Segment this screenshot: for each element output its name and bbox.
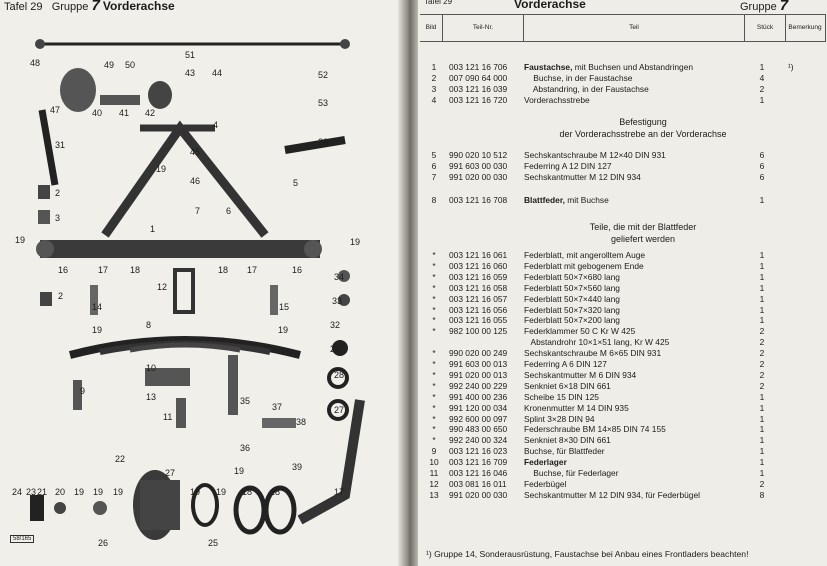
callout-57: 48 bbox=[30, 58, 41, 68]
cell-teil-text: Buchse, für Federlager bbox=[524, 468, 619, 478]
col-teil: Teil bbox=[524, 15, 745, 41]
cell-teil-nr: 003 121 16 709 bbox=[449, 457, 508, 468]
callout-21: 18 bbox=[270, 487, 281, 497]
callout-8: 8 bbox=[146, 320, 152, 330]
cell-teil-text: Buchse, in der Faustachse bbox=[524, 72, 633, 83]
cell-teil bbox=[524, 435, 611, 446]
cell-teil bbox=[524, 305, 620, 316]
table-row bbox=[418, 62, 827, 73]
cell-stueck: 1 bbox=[759, 315, 765, 326]
table-row bbox=[418, 195, 827, 206]
cell-bild: * bbox=[432, 359, 436, 369]
cell-bild: * bbox=[432, 282, 436, 293]
callout-52: 43 bbox=[185, 68, 196, 78]
cell-stueck: 1 bbox=[759, 424, 765, 435]
callout-26: 19 bbox=[113, 487, 124, 497]
cell-stueck: 1 bbox=[759, 402, 765, 413]
cell-teil bbox=[524, 172, 641, 183]
callout-47: 38 bbox=[296, 417, 307, 427]
gruppe-number: 7 bbox=[91, 0, 100, 14]
callout-35: 26 bbox=[98, 538, 109, 548]
cell-teil bbox=[524, 468, 619, 479]
cell-teil-text: Sechskantmutter M 6 DIN 934 bbox=[524, 369, 637, 380]
table-row bbox=[418, 305, 827, 316]
cell-bild: 5 bbox=[431, 150, 437, 160]
footnote: ¹) Gruppe 14, Sonderausrüstung, Faustachse bei Anbau eines Frontladers beachten! bbox=[426, 549, 749, 559]
callout-10: 10 bbox=[146, 363, 157, 373]
table-row bbox=[418, 370, 827, 381]
gruppe-label: Gruppe bbox=[51, 1, 89, 13]
cell-teil-nr: 003 121 16 056 bbox=[449, 304, 508, 315]
cell-teil bbox=[524, 359, 607, 370]
cell-bild: 8 bbox=[431, 195, 437, 205]
callout-7: 7 bbox=[195, 206, 201, 216]
callout-37: 28 bbox=[334, 370, 345, 380]
cell-teil-text: Abstandrohr 10×1×51 lang, Kr W 425 bbox=[524, 337, 670, 348]
section-teile-subtitle: geliefert werden bbox=[610, 234, 676, 244]
cell-teil bbox=[524, 272, 620, 283]
right-header-tafel: Tafel 29 bbox=[424, 0, 453, 6]
diagram-page bbox=[0, 0, 404, 566]
cell-stueck: 2 bbox=[759, 337, 765, 348]
table-row bbox=[418, 172, 827, 183]
cell-teil-nr: 990 483 00 650 bbox=[449, 424, 508, 435]
cell-teil-nr: 003 121 16 023 bbox=[449, 446, 508, 457]
cell-teil-nr: 003 121 16 706 bbox=[449, 62, 508, 72]
cell-bild: 10 bbox=[429, 457, 439, 468]
cell-teil bbox=[524, 84, 649, 95]
cell-teil-bold: Federlager bbox=[524, 457, 567, 468]
table-row bbox=[418, 457, 827, 468]
cell-bild: 12 bbox=[429, 478, 439, 489]
callout-42: 33 bbox=[332, 296, 343, 306]
cell-bild: * bbox=[432, 391, 436, 402]
cell-teil-nr: 991 603 00 030 bbox=[449, 160, 508, 171]
callout-5: 5 bbox=[293, 178, 299, 188]
cell-teil-text: Federring A 6 DIN 127 bbox=[524, 359, 607, 369]
cell-bild: * bbox=[432, 326, 436, 337]
cell-bild: 9 bbox=[431, 446, 437, 457]
col-bild: Bild bbox=[420, 15, 443, 41]
cell-stueck: 1 bbox=[759, 94, 765, 105]
callout-3: 3 bbox=[55, 213, 61, 223]
table-row bbox=[418, 283, 827, 294]
callout-16a: 16 bbox=[58, 265, 69, 275]
cell-bild: * bbox=[432, 260, 436, 271]
callout-9: 9 bbox=[80, 386, 86, 396]
cell-teil-nr: 991 020 00 030 bbox=[449, 489, 508, 500]
table-row bbox=[418, 261, 827, 272]
tafel-label: Tafel 29 bbox=[4, 1, 43, 13]
cell-teil-text: Splint 3×28 DIN 94 bbox=[524, 413, 595, 424]
cell-teil bbox=[524, 370, 636, 381]
callout-61: 52 bbox=[318, 70, 329, 80]
table-row bbox=[418, 392, 827, 403]
section-befestigung-title: Befestigung bbox=[619, 117, 667, 127]
cell-teil-nr: 991 020 00 030 bbox=[449, 171, 508, 182]
cell-bild: * bbox=[432, 380, 436, 391]
callout-19a: 19 bbox=[156, 164, 167, 174]
callout-32: 23 bbox=[26, 487, 37, 497]
cell-teil-nr: 991 603 00 013 bbox=[449, 359, 508, 369]
callout-40: 31 bbox=[55, 140, 66, 150]
cell-bild: 7 bbox=[431, 171, 437, 182]
callout-29: 20 bbox=[55, 487, 66, 497]
callout-12: 12 bbox=[157, 282, 168, 292]
callout-2a: 2 bbox=[55, 188, 61, 198]
table-header bbox=[420, 14, 826, 42]
cell-stueck: 1 bbox=[759, 293, 765, 304]
cell-teil bbox=[524, 73, 632, 84]
cell-bild: * bbox=[432, 402, 436, 413]
callout-11: 11 bbox=[163, 412, 173, 422]
cell-teil-nr: 003 121 16 046 bbox=[449, 468, 508, 478]
callout-19c: 19 bbox=[350, 237, 361, 247]
callout-36: 27 bbox=[334, 405, 345, 415]
cell-stueck: 1 bbox=[759, 271, 765, 282]
callout-58: 49 bbox=[104, 60, 115, 70]
cell-teil-text: Senkniet 8×30 DIN 661 bbox=[524, 435, 611, 446]
right-header-gruppe: Gruppe 7 bbox=[740, 0, 789, 14]
cell-stueck: 1 bbox=[759, 391, 765, 402]
cell-teil-nr: 991 120 00 034 bbox=[449, 402, 508, 413]
cell-teil-nr: 003 081 16 011 bbox=[449, 478, 507, 489]
callout-54: 45 bbox=[190, 147, 201, 157]
cell-teil-nr: 003 121 16 055 bbox=[449, 315, 508, 326]
callout-19b: 19 bbox=[15, 235, 26, 245]
table-row bbox=[418, 348, 827, 359]
callout-53: 44 bbox=[212, 68, 223, 78]
callout-23: 19 bbox=[216, 487, 227, 497]
cell-stueck: 2 bbox=[759, 83, 765, 94]
callout-25: 27 bbox=[165, 468, 176, 478]
callout-60: 51 bbox=[185, 50, 196, 60]
callout-16b: 16 bbox=[292, 265, 303, 275]
cell-teil-nr: 003 121 16 708 bbox=[449, 195, 508, 205]
cell-teil-nr: 003 121 16 059 bbox=[449, 271, 508, 282]
callout-6: 6 bbox=[226, 206, 232, 216]
cell-teil-text: Federbügel bbox=[524, 478, 567, 489]
cell-teil bbox=[524, 392, 599, 403]
callout-18b: 18 bbox=[218, 265, 229, 275]
cell-teil-text: mit Buchse bbox=[564, 195, 609, 205]
table-row bbox=[418, 479, 827, 490]
table-row bbox=[418, 95, 827, 106]
table-row bbox=[418, 446, 827, 457]
cell-teil bbox=[524, 403, 629, 414]
cell-teil-nr: 007 090 64 000 bbox=[449, 72, 508, 83]
cell-teil-text: Vorderachsstrebe bbox=[524, 94, 590, 105]
table-row bbox=[418, 150, 827, 161]
table-row bbox=[418, 468, 827, 479]
col-bemerkung: Bemerkung bbox=[788, 24, 822, 31]
callout-22: 18 bbox=[242, 487, 253, 497]
cell-bild: 6 bbox=[431, 160, 437, 171]
callout-41: 32 bbox=[330, 320, 341, 330]
col-teil-nr: Teil-Nr. bbox=[443, 15, 524, 41]
plate-id: 58/165 bbox=[10, 535, 34, 543]
cell-teil bbox=[524, 446, 605, 457]
parts-list-page bbox=[418, 0, 827, 566]
cell-stueck: 2 bbox=[759, 359, 765, 369]
table-row bbox=[418, 326, 827, 337]
cell-stueck: 1 bbox=[759, 457, 765, 468]
cell-stueck: 1 bbox=[759, 195, 765, 205]
cell-stueck: 1 bbox=[759, 435, 765, 446]
callout-51: 42 bbox=[145, 108, 156, 118]
cell-stueck: 2 bbox=[759, 348, 765, 359]
cell-stueck: 2 bbox=[759, 369, 765, 380]
table-row bbox=[418, 337, 827, 348]
cell-stueck: 1 bbox=[759, 446, 765, 457]
cell-teil-text: Sechskantschraube M 6×65 DIN 931 bbox=[524, 348, 662, 359]
callout-55: 46 bbox=[190, 176, 201, 186]
table-row bbox=[418, 272, 827, 283]
cell-teil-text: Federblatt 50×7×200 lang bbox=[524, 315, 620, 326]
table-row bbox=[418, 381, 827, 392]
cell-bild: * bbox=[432, 413, 436, 424]
cell-teil-nr: 991 400 00 236 bbox=[449, 391, 508, 402]
cell-bemerkung: ¹) bbox=[788, 62, 794, 72]
cell-teil-nr: 992 240 00 324 bbox=[449, 435, 508, 446]
table-row bbox=[418, 250, 827, 261]
cell-stueck: 1 bbox=[759, 282, 765, 293]
cell-teil bbox=[524, 283, 620, 294]
cell-bild: 3 bbox=[431, 83, 437, 94]
cell-stueck: 6 bbox=[759, 171, 765, 182]
callout-18a: 18 bbox=[130, 265, 141, 275]
cell-bild: * bbox=[432, 369, 436, 380]
cell-stueck: 4 bbox=[759, 72, 765, 83]
left-title: Vorderachse bbox=[102, 0, 175, 13]
cell-teil bbox=[524, 161, 612, 172]
cell-bild: * bbox=[432, 435, 436, 446]
cell-teil-text: Kronenmutter M 14 DIN 935 bbox=[524, 402, 629, 413]
cell-teil bbox=[524, 294, 620, 305]
cell-bild: * bbox=[432, 293, 436, 304]
col-stueck: Stück bbox=[745, 15, 786, 41]
cell-bild: 11 bbox=[429, 468, 439, 478]
cell-bild: 4 bbox=[431, 94, 437, 105]
callout-1: 1 bbox=[150, 224, 156, 234]
cell-teil-text: Sechskantschraube M 12×40 DIN 931 bbox=[524, 150, 666, 160]
cell-teil-nr: 990 020 00 249 bbox=[449, 348, 508, 359]
callout-14: 14 bbox=[92, 302, 103, 312]
callout-27: 19 bbox=[93, 487, 104, 497]
table-row bbox=[418, 424, 827, 435]
callout-17a: 17 bbox=[98, 265, 109, 275]
table-row bbox=[418, 294, 827, 305]
cell-teil-text: Federblatt 50×7×320 lang bbox=[524, 304, 620, 315]
cell-teil-nr: 003 121 16 060 bbox=[449, 260, 508, 271]
cell-teil-nr: 992 240 00 229 bbox=[449, 380, 508, 391]
cell-teil-bold: Blattfeder, bbox=[524, 195, 565, 205]
table-row bbox=[418, 161, 827, 172]
cell-teil-text: Abstandring, in der Faustachse bbox=[524, 83, 649, 94]
cell-stueck: 1 bbox=[759, 250, 765, 260]
callout-33: 24 bbox=[12, 487, 23, 497]
table-row bbox=[418, 414, 827, 425]
callout-38: 29 bbox=[330, 344, 341, 354]
callout-28: 19 bbox=[74, 487, 85, 497]
callout-59: 50 bbox=[125, 60, 136, 70]
callout-45: 36 bbox=[240, 443, 251, 453]
table-row bbox=[418, 315, 827, 326]
cell-stueck: 6 bbox=[759, 150, 765, 160]
cell-teil bbox=[524, 457, 567, 468]
cell-teil-nr: 003 121 16 061 bbox=[449, 250, 508, 260]
section-teile-title: Teile, die mit der Blattfeder bbox=[589, 222, 697, 232]
cell-stueck: 1 bbox=[759, 260, 765, 271]
cell-stueck: 8 bbox=[759, 489, 765, 500]
table-row bbox=[418, 359, 827, 370]
cell-teil bbox=[524, 95, 590, 106]
callout-50: 41 bbox=[119, 108, 130, 118]
cell-teil-text: Scheibe 15 DIN 125 bbox=[524, 391, 599, 402]
cell-bild: 2 bbox=[431, 72, 437, 83]
cell-bild: * bbox=[432, 348, 436, 359]
callout-44: 35 bbox=[240, 396, 251, 406]
cell-bild: * bbox=[432, 271, 436, 282]
table-row bbox=[418, 73, 827, 84]
callout-34: 25 bbox=[208, 538, 219, 548]
cell-stueck: 1 bbox=[759, 62, 765, 72]
section-befestigung-subtitle: der Vorderachsstrebe an der Vorderachse bbox=[559, 129, 727, 139]
table-row bbox=[418, 435, 827, 446]
table-row bbox=[418, 84, 827, 95]
cell-bild: * bbox=[432, 315, 436, 326]
cell-teil-text: Federblatt 50×7×680 lang bbox=[524, 271, 620, 282]
cell-teil-text: Buchse, für Blattfeder bbox=[524, 446, 605, 457]
cell-stueck: 1 bbox=[759, 468, 765, 478]
cell-stueck: 1 bbox=[759, 304, 765, 315]
callout-46: 37 bbox=[272, 402, 283, 412]
cell-teil-nr: 003 121 16 057 bbox=[449, 293, 508, 304]
cell-teil-text: Federblatt 50×7×560 lang bbox=[524, 282, 620, 293]
cell-teil bbox=[524, 62, 693, 73]
callout-49: 40 bbox=[92, 108, 103, 118]
callout-4: 4 bbox=[213, 120, 219, 130]
cell-teil-nr: 991 020 00 013 bbox=[449, 369, 508, 380]
cell-teil-text: Sechskantmutter M 12 DIN 934, für Federbügel bbox=[524, 489, 700, 500]
callout-17b: 17 bbox=[247, 265, 258, 275]
cell-bild: * bbox=[432, 424, 436, 435]
cell-teil-text: Federschraube BM 14×85 DIN 74 155 bbox=[524, 424, 666, 435]
callout-56: 47 bbox=[50, 105, 61, 115]
cell-teil-text: Federblatt mit gebogenem Ende bbox=[524, 260, 644, 271]
cell-teil bbox=[524, 381, 611, 392]
callout-48: 39 bbox=[292, 462, 303, 472]
cell-stueck: 2 bbox=[759, 380, 765, 391]
right-header-title: Vorderachse bbox=[514, 0, 586, 11]
callout-19f: 19 bbox=[234, 466, 245, 476]
cell-teil-bold: Faustachse, bbox=[524, 62, 573, 72]
book-gutter bbox=[398, 0, 420, 566]
callout-15: 15 bbox=[279, 302, 290, 312]
cell-bild: 13 bbox=[429, 489, 439, 500]
table-row bbox=[418, 490, 827, 501]
callout-20: 17 bbox=[334, 487, 345, 497]
callout-31: 22 bbox=[115, 454, 126, 464]
cell-teil-text: mit Buchsen und Abstandringen bbox=[572, 62, 694, 72]
table-row bbox=[418, 403, 827, 414]
exploded-parts-diagram bbox=[0, 0, 404, 566]
cell-teil-nr: 982 100 00 125 bbox=[449, 326, 508, 337]
cell-teil bbox=[524, 414, 595, 425]
cell-teil-nr: 003 121 16 058 bbox=[449, 282, 508, 293]
cell-stueck: 1 bbox=[759, 413, 765, 424]
callout-24: 19 bbox=[190, 487, 201, 497]
cell-teil bbox=[524, 424, 666, 435]
cell-teil-text: Federring A 12 DIN 127 bbox=[524, 160, 612, 171]
cell-teil-nr: 992 600 00 097 bbox=[449, 413, 508, 424]
cell-teil-nr: 990 020 10 512 bbox=[449, 150, 508, 160]
callout-2b: 2 bbox=[58, 291, 64, 301]
cell-teil bbox=[524, 348, 661, 359]
cell-teil bbox=[524, 337, 669, 348]
cell-teil-text: Federblatt 50×7×440 lang bbox=[524, 293, 620, 304]
cell-teil-text: Federblatt, mit angerolltem Auge bbox=[524, 250, 646, 260]
callout-19e: 19 bbox=[278, 325, 289, 335]
cell-teil bbox=[524, 195, 609, 206]
cell-teil-nr: 003 121 16 720 bbox=[449, 94, 508, 105]
cell-stueck: 6 bbox=[759, 160, 765, 171]
cell-teil bbox=[524, 490, 700, 501]
cell-stueck: 2 bbox=[759, 326, 765, 337]
cell-teil bbox=[524, 250, 645, 261]
cell-bild: * bbox=[432, 250, 436, 260]
cell-teil-text: Sechskantmutter M 12 DIN 934 bbox=[524, 171, 641, 182]
callout-62: 53 bbox=[318, 98, 329, 108]
cell-stueck: 2 bbox=[759, 478, 765, 489]
cell-bild: * bbox=[432, 304, 436, 315]
cell-teil bbox=[524, 315, 620, 326]
cell-teil bbox=[524, 261, 644, 272]
callout-43: 34 bbox=[334, 272, 345, 282]
cell-teil bbox=[524, 150, 666, 161]
cell-teil bbox=[524, 479, 566, 490]
cell-teil-text: Federklammer 50 C Kr W 425 bbox=[524, 326, 636, 337]
cell-teil bbox=[524, 326, 635, 337]
cell-teil-nr: 003 121 16 039 bbox=[449, 83, 508, 94]
cell-teil-text: Senkniet 6×18 DIN 661 bbox=[524, 380, 611, 391]
callout-30: 21 bbox=[37, 487, 48, 497]
callout-13: 13 bbox=[146, 392, 157, 402]
callout-19d: 19 bbox=[92, 325, 103, 335]
cell-bild: 1 bbox=[431, 62, 437, 72]
callout-39: 26 bbox=[318, 137, 329, 147]
